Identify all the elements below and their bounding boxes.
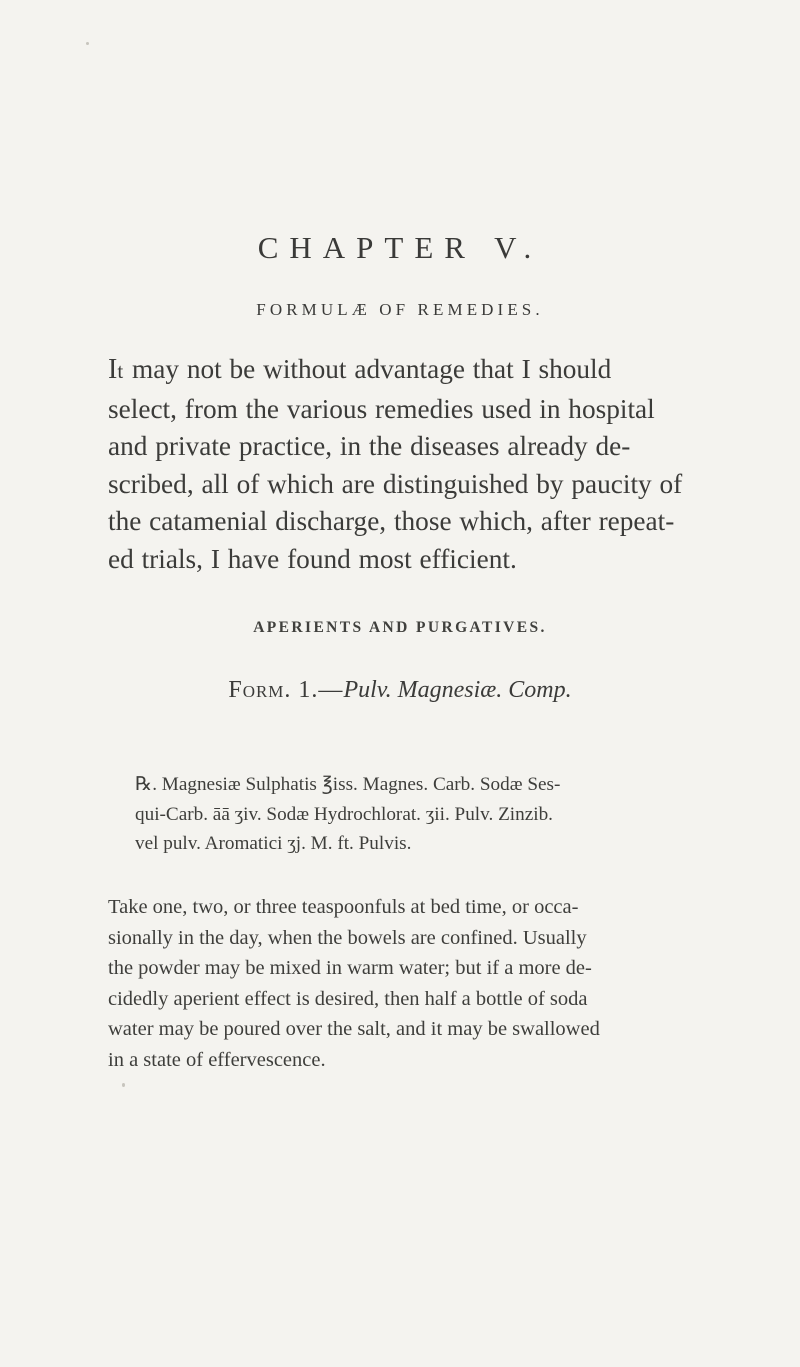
intro-line: and private practice, in the diseases already de- (108, 431, 631, 462)
prescription-line: vel pulv. Aromatici ʒj. M. ft. Pulvis. (135, 833, 412, 854)
paper-speck (86, 42, 89, 45)
instructions-line: cidedly aperient effect is desired, then half a bottle of soda (108, 987, 588, 1010)
formula-label: Form. 1.— (228, 677, 344, 703)
intro-line: scribed, all of which are distinguished by paucity of (108, 468, 683, 499)
chapter-title: CHAPTER V. (257, 230, 543, 265)
instructions-line: water may be poured over the salt, and it may be swallowed (108, 1018, 600, 1041)
intro-line: the catamenial discharge, those which, after repeat- (108, 506, 675, 537)
intro-line-text: may not be without advantage that I should (124, 354, 612, 384)
intro-line: ed trials, I have found most efficient. (108, 543, 517, 574)
prescription-block (135, 770, 695, 859)
intro-line (108, 351, 691, 391)
instructions-line: Take one, two, or three teaspoonfuls at bed time, or occa- (108, 896, 579, 918)
formula-title (0, 678, 800, 702)
instructions-line: in a state of effervescence. (108, 1048, 326, 1071)
formula-name: Pulv. Magnesiæ. Comp. (343, 677, 572, 703)
intro-line: select, from the various remedies used in hospital (108, 393, 655, 424)
prescription-line: qui-Carb. āā ʒiv. Sodæ Hydrochlorat. ʒii. Pulv. Zinzib. (135, 803, 553, 825)
intro-dropcap-rest: t (117, 359, 125, 383)
intro-paragraph (108, 351, 691, 579)
section-heading: APERIENTS AND PURGATIVES. (253, 619, 547, 636)
prescription-line: ℞. Magnesiæ Sulphatis ℥iss. Magnes. Carb. Sodæ Ses- (135, 774, 561, 795)
intro-dropcap: I (108, 354, 118, 385)
paper-speck (122, 1083, 125, 1087)
instructions-line: the powder may be mixed in warm water; but if a more de- (108, 957, 592, 980)
chapter-subtitle: FORMULÆ OF REMEDIES. (256, 300, 544, 319)
instructions-paragraph (108, 892, 698, 1076)
instructions-line: sionally in the day, when the bowels are confined. Usually (108, 926, 587, 949)
